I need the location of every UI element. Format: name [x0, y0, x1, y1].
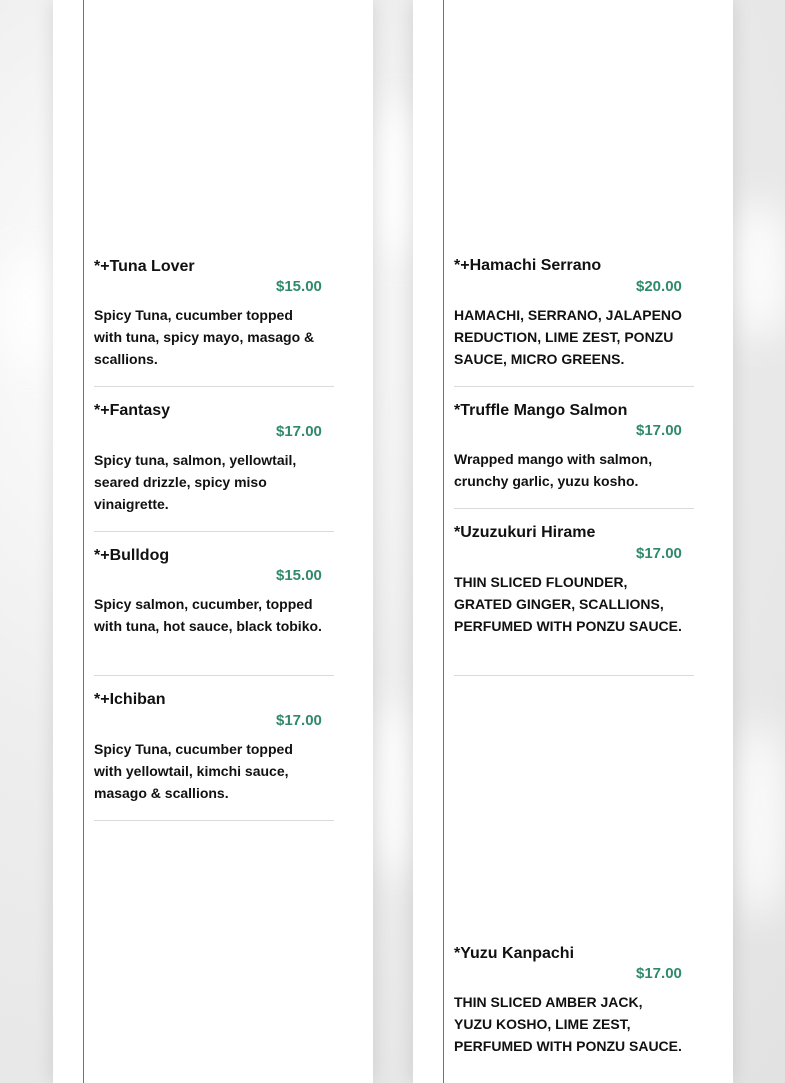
menu-panel-right	[413, 0, 733, 1083]
item-price: $15.00	[276, 278, 322, 295]
item-divider	[94, 820, 334, 821]
item-divider	[454, 675, 694, 676]
item-price: $15.00	[276, 567, 322, 584]
item-description: THIN SLICED FLOUNDER, GRATED GINGER, SCALLIONS, PERFUMED WITH PONZU SAUCE.	[454, 574, 682, 634]
item-title: *Yuzu Kanpachi	[454, 945, 575, 962]
item-price: $17.00	[276, 712, 322, 729]
item-description: Spicy Tuna, cucumber topped with yellowtail, kimchi sauce, masago & scallions.	[94, 741, 293, 801]
item-divider	[454, 386, 694, 387]
item-price: $17.00	[636, 965, 682, 982]
item-description: Spicy tuna, salmon, yellowtail, seared drizzle, spicy miso vinaigrette.	[94, 452, 297, 512]
item-title: *Truffle Mango Salmon	[454, 402, 628, 419]
menu-panel-left	[53, 0, 373, 1083]
item-description: Wrapped mango with salmon, crunchy garlic, yuzu kosho.	[454, 451, 653, 489]
item-divider	[454, 508, 694, 509]
item-divider	[94, 531, 334, 532]
item-divider	[94, 675, 334, 676]
menu-column-left	[83, 0, 374, 1083]
item-divider	[94, 386, 334, 387]
item-description: Spicy Tuna, cucumber topped with tuna, spicy mayo, masago & scallions.	[94, 307, 315, 367]
item-price: $20.00	[636, 278, 682, 295]
item-description: Spicy salmon, cucumber, topped with tuna, hot sauce, black tobiko.	[94, 596, 322, 634]
background-blob	[735, 720, 785, 920]
item-description: THIN SLICED AMBER JACK, YUZU KOSHO, LIME ZEST, PERFUMED WITH PONZU SAUCE.	[454, 994, 682, 1054]
item-title: *+Tuna Lover	[94, 258, 195, 275]
item-price: $17.00	[636, 422, 682, 439]
item-title: *+Bulldog	[94, 547, 170, 564]
item-title: *+Fantasy	[94, 402, 171, 419]
item-title: *Uzuzukuri Hirame	[454, 524, 596, 541]
item-price: $17.00	[276, 423, 322, 440]
item-title: *+Hamachi Serrano	[454, 257, 602, 274]
item-price: $17.00	[636, 545, 682, 562]
background-blob	[0, 250, 60, 370]
background-blob	[730, 200, 785, 340]
item-description: HAMACHI, SERRANO, JALAPENO REDUCTION, LIME ZEST, PONZU SAUCE, MICRO GREENS.	[454, 307, 682, 367]
item-title: *+Ichiban	[94, 691, 166, 708]
menu-column-right	[443, 0, 734, 1083]
